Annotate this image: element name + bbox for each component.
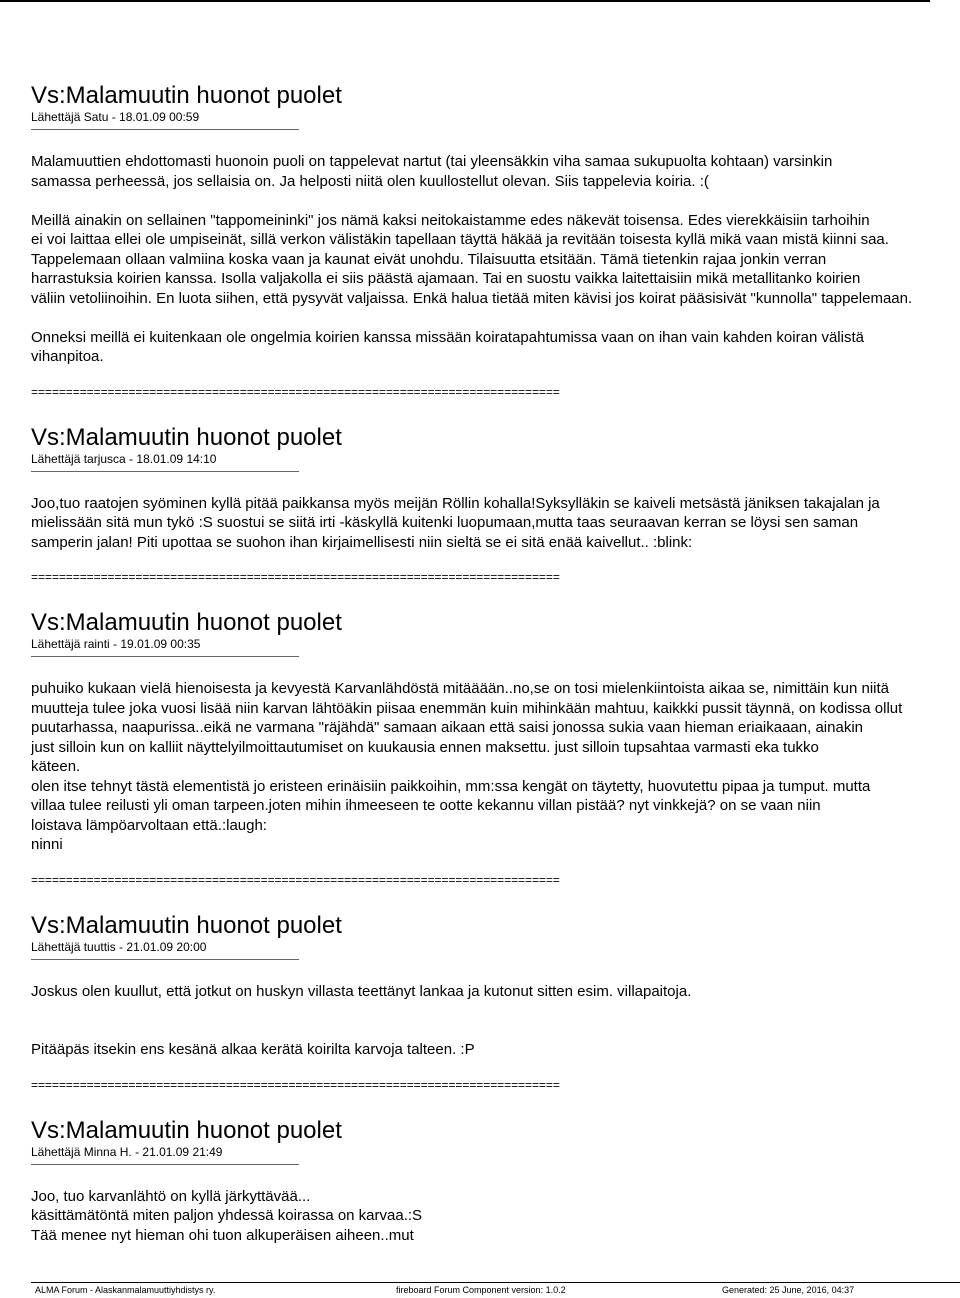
meta-divider — [31, 656, 299, 657]
post-author-date: Lähettäjä tuuttis - 21.01.09 20:00 — [31, 939, 207, 954]
meta-divider — [31, 959, 299, 960]
forum-post — [31, 1117, 960, 1246]
post-body — [31, 494, 960, 553]
post-body-line: mielissään sitä mun tykö :S suostui se siitä irti -käskyllä kuitenki luopumaan,mutta taas seuraavan kerran se löysi sen saman — [31, 514, 859, 531]
post-body-line: villaa tulee reilusti yli oman tarpeen.joten mihin ihmeeseen te ootte kekannu villan pistää? nyt vinkkejä? on se vaan niin — [31, 797, 821, 814]
footer-forum-name: ALMA Forum - Alaskanmalamuuttiyhdistys ry. — [35, 1285, 216, 1295]
post-body-line: Joo,tuo raatojen syöminen kyllä pitää paikkansa myös meijän Röllin kohalla!Syksylläkin se kaiveli metsästä jäniksen takajalan ja — [31, 494, 880, 512]
post-body-line: käteen. — [31, 758, 81, 775]
post-body — [31, 1187, 960, 1246]
post-body-line: loistava lämpöarvoltaan että.:laugh: — [31, 816, 267, 834]
post-body — [31, 679, 960, 855]
post-body-line: Onneksi meillä ei kuitenkaan ole ongelmia koirien kanssa missään koiratapahtumissa vaan on ihan vain kahden koiran välistä — [31, 328, 864, 346]
post-body-line: puhuiko kukaan vielä hienoisesta ja kevyestä Karvanlähdöstä mitääään..no,se on tosi mielenkiintoista aikaa se, nimittäin kun niitä — [31, 680, 890, 697]
post-separator: ============================================================================ — [31, 1077, 560, 1092]
forum-thread — [31, 82, 960, 1245]
post-title: Vs:Malamuutin huonot puolet — [31, 423, 342, 451]
post-body-line — [31, 191, 960, 211]
post-body-line: väliin vetoliinoihin. En luota siihen, että pysyvät valjaissa. Enkä halua tietää miten kävisi jos koirat pääsisivät "kunnolla" tappelemaan. — [31, 289, 913, 307]
post-body-line: muutteja tulee joka vuosi lisää niin karvan lähtöäkin piisaa enemmän kuin mihinkään mahtuu, kaikkki pussit täynnä, on kodissa ollut — [31, 699, 903, 717]
post-body-line — [31, 308, 960, 328]
post-title: Vs:Malamuutin huonot puolet — [31, 911, 342, 939]
post-body-line: Joskus olen kuullut, että jotkut on huskyn villasta teettänyt lankaa ja kutonut sitten esim. villapaitoja. — [31, 982, 692, 1000]
post-body-line: puutarhassa, naapurissa..eikä ne varmana "räjähdä" samaan aikaan että saisi jonossa sukia vaan hieman eriaikaaan, ainakin — [31, 719, 863, 736]
meta-divider — [31, 471, 299, 472]
post-body — [31, 982, 960, 1060]
forum-post — [31, 912, 960, 1092]
post-body-line: Joo, tuo karvanlähtö on kyllä järkyttävää... — [31, 1187, 311, 1205]
post-body-line: Tää menee nyt hieman ohi tuon alkuperäisen aiheen..mut — [31, 1226, 414, 1244]
post-body-line: ninni — [31, 836, 63, 853]
post-separator: ============================================================================ — [31, 872, 560, 887]
post-body — [31, 152, 960, 367]
post-body-line: olen itse tehnyt tästä elementistä jo eristeen erinäisiin paikkoihin, mm:ssa kengät on täytetty, huovutettu pipaa ja tumput. mutta — [31, 777, 871, 795]
post-body-line: ei voi laittaa ellei ole umpiseinät, sillä verkon välistäkin tapellaan täyttä häkää ja revitään toisesta kyllä mikä vaan mistä kiinni saa. — [31, 231, 889, 248]
meta-divider — [31, 1164, 299, 1165]
post-author-date: Lähettäjä Satu - 18.01.09 00:59 — [31, 110, 200, 124]
post-body-line: samperin jalan! Piti upottaa se suohon ihan kirjaimellisesti niin sieltä se ei sitä enää kaivellut.. :blink: — [31, 533, 693, 551]
post-author-date: Lähettäjä Minna H. - 21.01.09 21:49 — [31, 1144, 223, 1159]
forum-post — [31, 424, 960, 585]
forum-post — [31, 609, 960, 887]
post-body-line: Tappelemaan ollaan valmiina koska vaan ja kaunat eivät unohdu. Tilaisuutta etsitään. Tämä tietenkin rajaa jonkin verran — [31, 250, 827, 268]
meta-divider — [31, 129, 299, 130]
top-rule — [0, 0, 930, 2]
post-body-line: Pitääpäs itsekin ens kesänä alkaa kerätä koirilta karvoja talteen. :P — [31, 1041, 475, 1058]
post-author-date: Lähettäjä tarjusca - 18.01.09 14:10 — [31, 451, 217, 466]
post-body-line: vihanpitoa. — [31, 348, 104, 365]
post-author-date: Lähettäjä rainti - 19.01.09 00:35 — [31, 637, 201, 651]
forum-post — [31, 82, 960, 399]
post-body-line: samassa perheessä, jos sellaisia on. Ja helposti niitä olen kuullostellut olevan. Siis tappelevia koiria. :( — [31, 172, 709, 190]
post-body-line: just silloin kun on kalliit näyttelyilmoittautumiset on kuukausia ennen maksettu. just silloin tupsahtaa varmasti eka tukko — [31, 738, 819, 756]
post-separator: ============================================================================ — [31, 384, 560, 399]
footer-generated-date: Generated: 25 June, 2016, 04:37 — [722, 1285, 855, 1295]
post-body-line: Malamuuttien ehdottomasti huonoin puoli on tappelevat nartut (tai yleensäkkin viha samaa sukupuolta kohtaan) varsinkin — [31, 153, 833, 170]
post-title: Vs:Malamuutin huonot puolet — [31, 1116, 342, 1144]
footer-component-version: fireboard Forum Component version: 1.0.2 — [396, 1285, 566, 1295]
post-body-line — [31, 1001, 960, 1021]
post-body-line — [31, 1021, 960, 1041]
post-body-line: käsittämätöntä miten paljon yhdessä koirassa on karvaa.:S — [31, 1207, 423, 1224]
post-title: Vs:Malamuutin huonot puolet — [31, 82, 342, 109]
post-body-line: harrastuksia koirien kanssa. Isolla valjakolla ei siis päästä ajamaan. Tai en suostu vaikka laitettaisiin mikä metallitanko koirien — [31, 270, 861, 287]
page-footer — [31, 1282, 960, 1298]
post-title: Vs:Malamuutin huonot puolet — [31, 609, 342, 636]
post-separator: ============================================================================ — [31, 570, 560, 584]
post-body-line: Meillä ainakin on sellainen "tappomeininki" jos nämä kaksi neitokaistamme edes näkevät toisensa. Edes vierekkäisiin tarhoihin — [31, 211, 870, 229]
